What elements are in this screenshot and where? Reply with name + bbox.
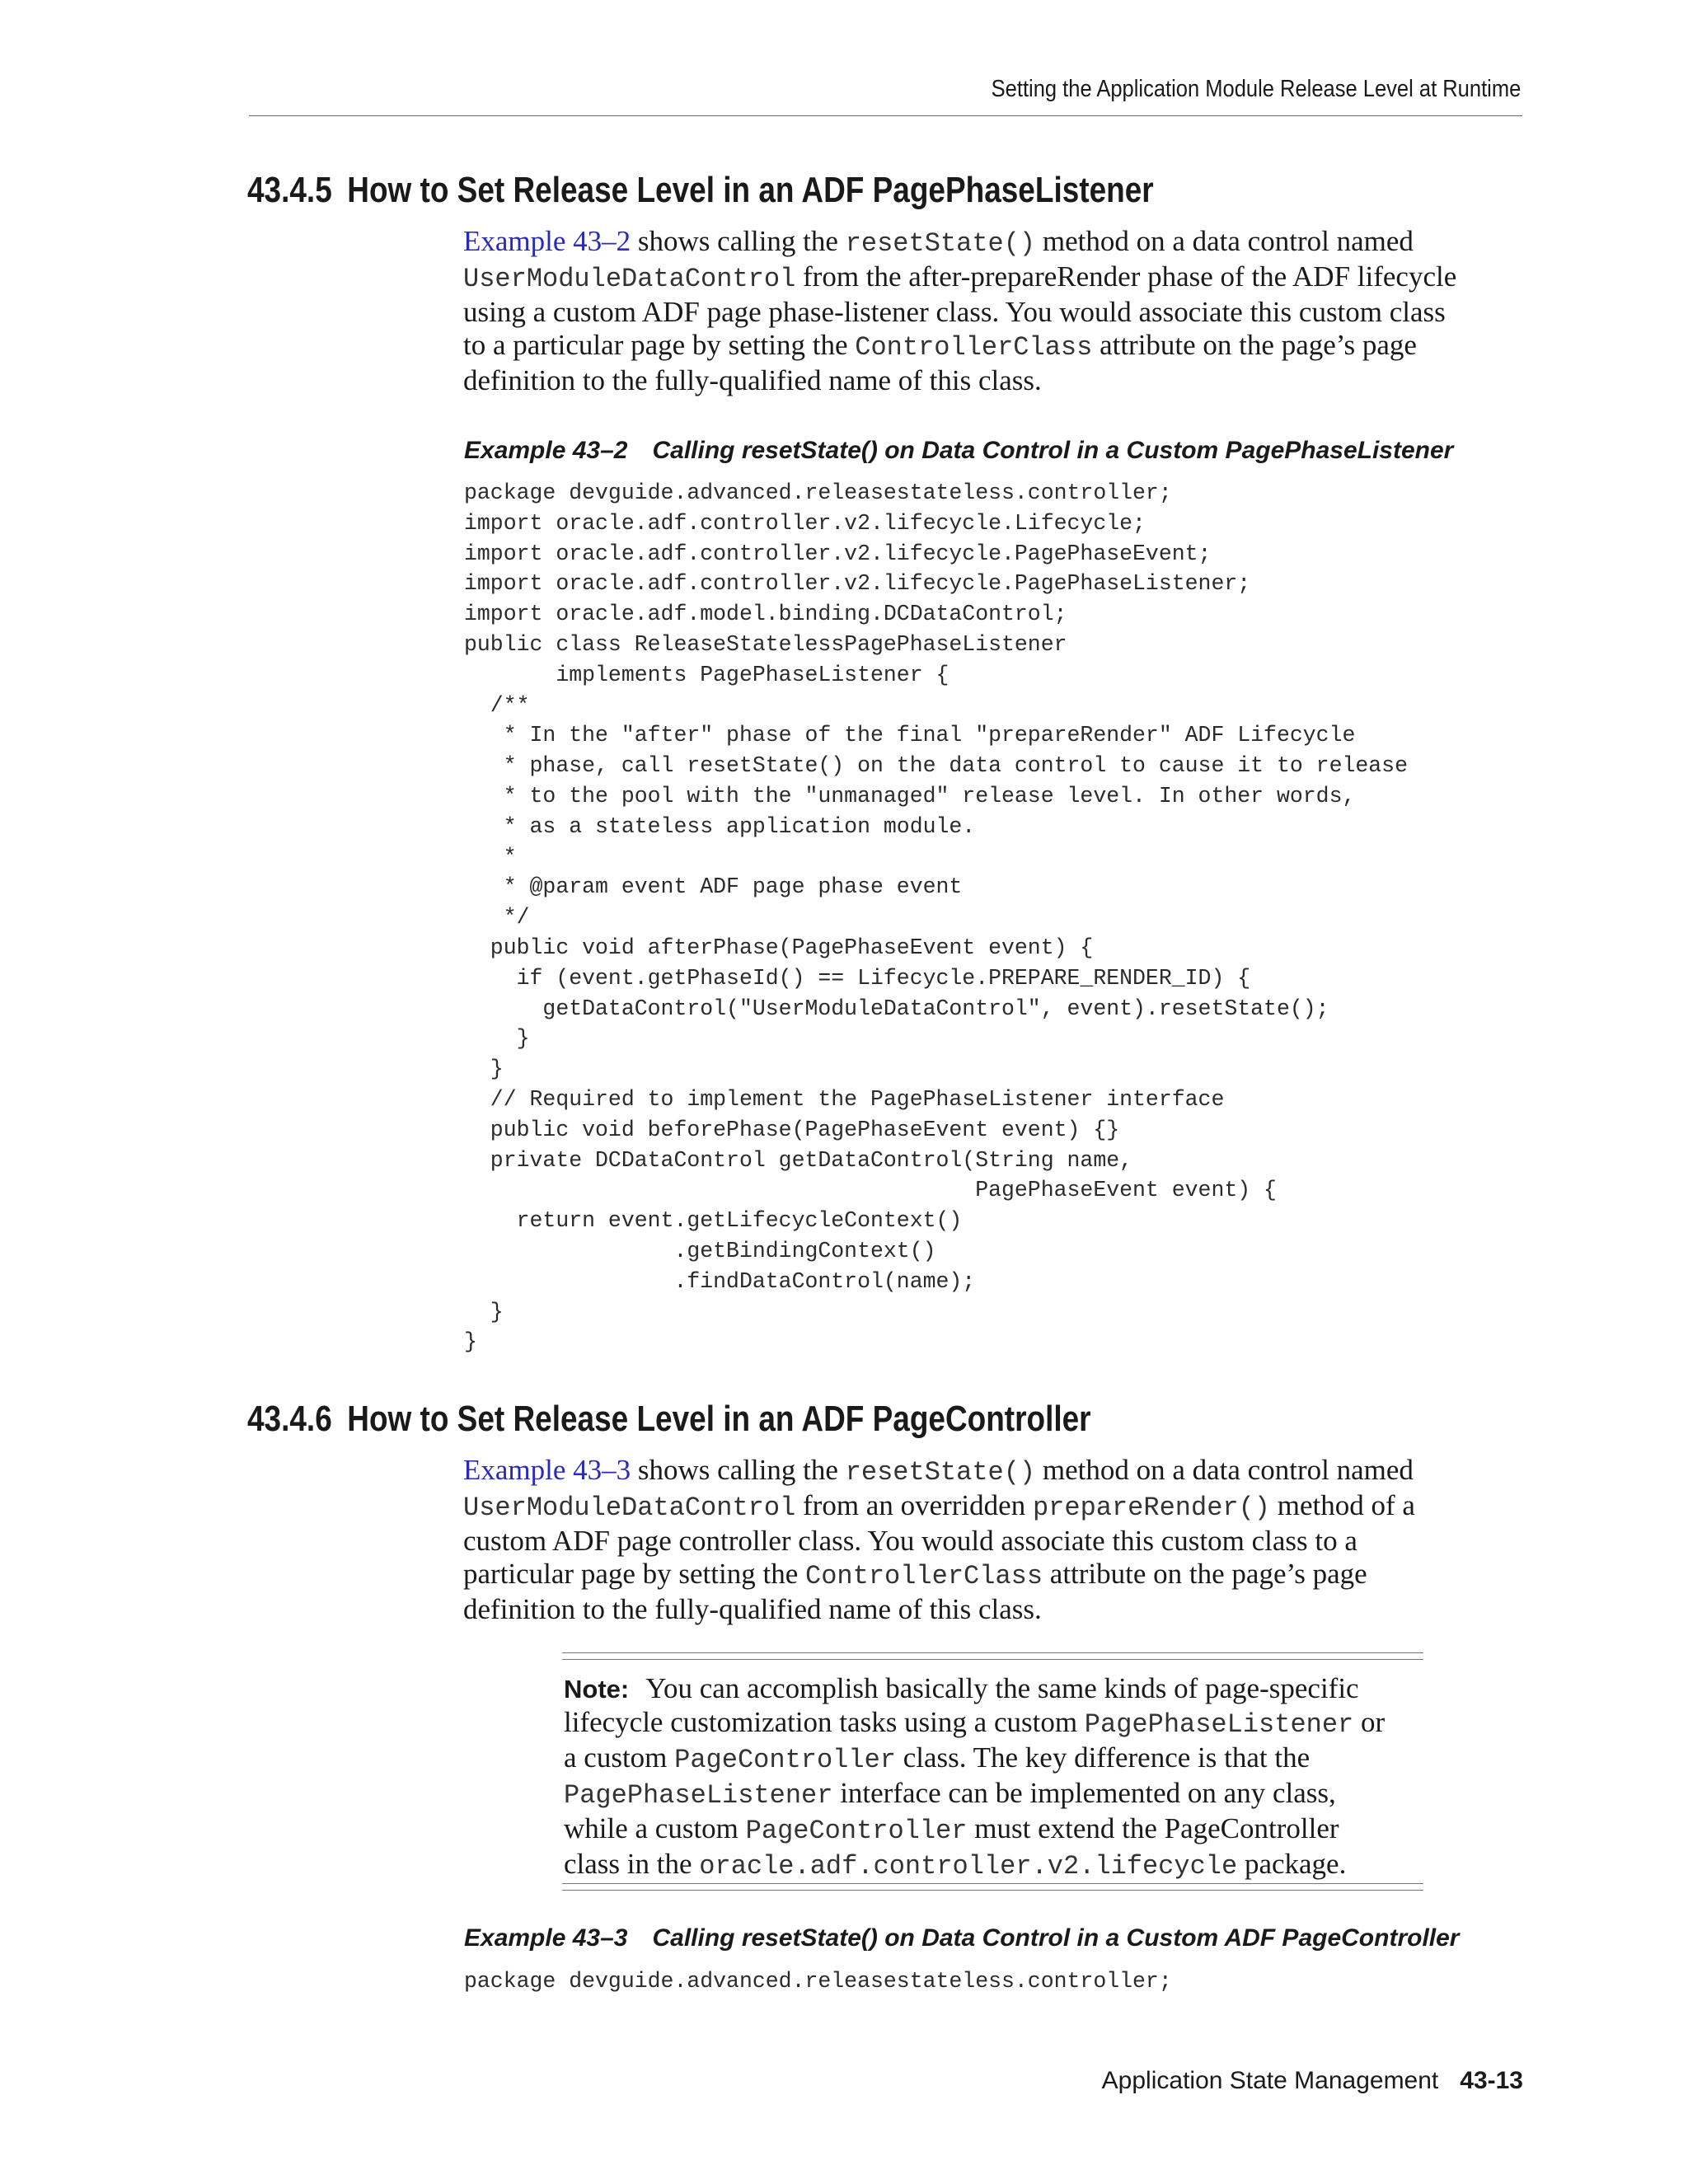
- code-line: package devguide.advanced.releasestateless.controller;: [464, 1969, 1172, 1994]
- note-bottom-rule: [562, 1883, 1423, 1884]
- text: method on a data control named: [1035, 225, 1414, 257]
- code-line: import oracle.adf.controller.v2.lifecycle.PagePhaseEvent;: [464, 541, 1212, 566]
- text: particular page by setting the: [463, 1558, 805, 1590]
- inline-code: PageController: [674, 1745, 896, 1775]
- text: shows calling the: [631, 225, 846, 257]
- text: class in the: [564, 1848, 700, 1880]
- example-43-2-title: [464, 437, 1453, 465]
- example-43-2-link[interactable]: Example 43–2: [463, 225, 631, 257]
- text: class. The key difference is that the: [895, 1741, 1311, 1774]
- text: method of a: [1270, 1489, 1415, 1521]
- note-bottom-rule-inner: [562, 1890, 1423, 1891]
- example-label: Example 43–2: [464, 437, 628, 464]
- note-box: [562, 1652, 1423, 1890]
- page-number: 43-13: [1460, 2067, 1523, 2094]
- section-number: 43.4.6: [247, 1399, 332, 1439]
- inline-code: UserModuleDataControl: [463, 264, 796, 294]
- inline-code: PagePhaseListener: [1084, 1709, 1354, 1740]
- section-heading-43-4-5: [247, 170, 1154, 211]
- text: definition to the fully-qualified name of this class.: [463, 364, 1042, 396]
- code-line: /**: [464, 692, 530, 718]
- text: from an overridden: [795, 1489, 1033, 1521]
- code-line: }: [464, 1299, 504, 1324]
- text: from the after-prepareRender phase of the ADF lifecycle: [795, 260, 1457, 293]
- text: to a particular page by setting the: [463, 329, 856, 361]
- note-label: Note:: [564, 1675, 630, 1704]
- code-line: * phase, call resetState() on the data control to cause it to release: [464, 753, 1408, 779]
- inline-code: UserModuleDataControl: [463, 1493, 796, 1523]
- code-line: return event.getLifecycleContext(): [464, 1208, 963, 1234]
- code-line: public void beforePhase(PagePhaseEvent event) {}: [464, 1117, 1120, 1142]
- inline-code: oracle.adf.controller.v2.lifecycle: [699, 1851, 1238, 1882]
- code-line: * @param event ADF page phase event: [464, 874, 963, 900]
- note-top-rule-inner: [562, 1659, 1423, 1660]
- code-line: getDataControl("UserModuleDataControl", event).resetState();: [464, 996, 1329, 1021]
- code-line: */: [464, 905, 530, 930]
- text: shows calling the: [631, 1454, 846, 1486]
- text: definition to the fully-qualified name of this class.: [463, 1593, 1042, 1625]
- example-43-3-title: [464, 1924, 1459, 1952]
- note-top-rule: [562, 1652, 1423, 1653]
- text: lifecycle customization tasks using a custom: [564, 1706, 1085, 1738]
- text: attribute on the page’s page: [1043, 1558, 1367, 1590]
- page-footer: [1102, 2067, 1523, 2095]
- code-line: private DCDataControl getDataControl(String name,: [464, 1147, 1133, 1173]
- section-43-4-6-paragraph: [463, 1454, 1526, 1626]
- code-block-example-43-3: [464, 1966, 1172, 1997]
- code-line: * In the "after" phase of the final "prepareRender" ADF Lifecycle: [464, 723, 1356, 748]
- code-line: package devguide.advanced.releasestateless.controller;: [464, 480, 1172, 505]
- code-line: import oracle.adf.controller.v2.lifecycle.Lifecycle;: [464, 510, 1146, 536]
- inline-code: resetState(): [845, 228, 1036, 259]
- text: package.: [1237, 1848, 1347, 1880]
- code-line: * to the pool with the "unmanaged" release level. In other words,: [464, 783, 1356, 808]
- inline-code: resetState(): [845, 1457, 1036, 1488]
- code-line: .findDataControl(name);: [464, 1268, 976, 1294]
- code-line: // Required to implement the PagePhaseListener interface: [464, 1086, 1225, 1112]
- code-line: }: [464, 1057, 504, 1082]
- inline-code: prepareRender(): [1032, 1493, 1270, 1523]
- code-line: PagePhaseEvent event) {: [464, 1178, 1277, 1203]
- example-caption: Calling resetState() on Data Control in a Custom ADF PageController: [652, 1924, 1460, 1952]
- code-line: implements PagePhaseListener {: [464, 662, 950, 687]
- footer-chapter: Application State Management: [1101, 2067, 1439, 2094]
- code-line: public void afterPhase(PagePhaseEvent event) {: [464, 935, 1094, 960]
- inline-code: ControllerClass: [805, 1561, 1043, 1591]
- inline-code: PagePhaseListener: [564, 1780, 833, 1811]
- inline-code: PageController: [745, 1816, 968, 1846]
- code-line: .getBindingContext(): [464, 1238, 936, 1263]
- text: while a custom: [564, 1812, 746, 1844]
- text: You can accomplish basically the same kinds of page-specific: [645, 1672, 1359, 1704]
- code-block-example-43-2: [464, 478, 1408, 1357]
- code-line: public class ReleaseStatelessPagePhaseListener: [464, 631, 1067, 657]
- section-heading-43-4-6: [247, 1399, 1091, 1440]
- code-line: }: [464, 1026, 530, 1052]
- code-line: import oracle.adf.controller.v2.lifecycle.PagePhaseListener;: [464, 571, 1251, 597]
- code-line: *: [464, 844, 517, 869]
- example-caption: Calling resetState() on Data Control in a Custom PagePhaseListener: [652, 437, 1454, 464]
- code-line: import oracle.adf.model.binding.DCDataControl;: [464, 602, 1067, 627]
- inline-code: ControllerClass: [855, 332, 1093, 363]
- example-label: Example 43–3: [464, 1924, 628, 1952]
- code-line: if (event.getPhaseId() == Lifecycle.PREPARE_RENDER_ID) {: [464, 965, 1251, 991]
- text: or: [1353, 1706, 1386, 1738]
- note-text: [564, 1672, 1429, 1883]
- text: custom ADF page controller class. You would associate this custom class to a: [463, 1525, 1357, 1557]
- text: must extend the PageController: [967, 1812, 1339, 1844]
- text: a custom: [564, 1741, 675, 1774]
- section-43-4-5-paragraph: [463, 225, 1526, 397]
- code-line: }: [464, 1329, 477, 1355]
- text: attribute on the page’s page: [1092, 329, 1417, 361]
- code-line: * as a stateless application module.: [464, 813, 976, 839]
- section-title: How to Set Release Level in an ADF PageController: [347, 1399, 1091, 1439]
- text: interface can be implemented on any class,: [832, 1777, 1336, 1809]
- text: using a custom ADF page phase-listener class. You would associate this custom class: [463, 296, 1446, 328]
- section-title: How to Set Release Level in an ADF PagePhaseListener: [347, 170, 1154, 210]
- header-rule: [249, 115, 1522, 116]
- example-43-3-link[interactable]: Example 43–3: [463, 1454, 631, 1486]
- section-number: 43.4.5: [247, 170, 332, 210]
- text: method on a data control named: [1035, 1454, 1414, 1486]
- running-header: Setting the Application Module Release Level at Runtime: [991, 76, 1521, 102]
